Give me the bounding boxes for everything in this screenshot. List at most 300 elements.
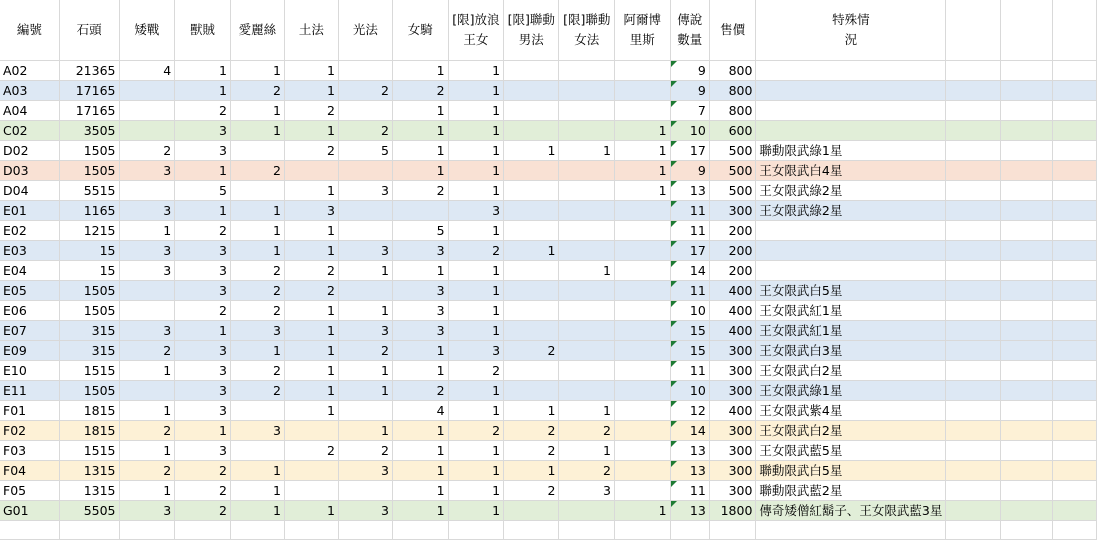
data-cell[interactable]: 1 [119,400,175,420]
data-cell[interactable]: 1 [338,420,392,440]
data-cell[interactable]: 1505 [59,380,119,400]
data-cell[interactable]: 500 [709,160,756,180]
data-cell[interactable] [392,200,448,220]
data-cell[interactable]: 11 [670,280,709,300]
empty-cell[interactable] [0,520,59,539]
note-cell[interactable]: 王女限武白3星 [756,340,946,360]
data-cell[interactable]: 12 [670,400,709,420]
data-cell[interactable]: 2 [392,80,448,100]
data-cell[interactable]: 11 [670,220,709,240]
data-cell[interactable] [614,420,670,440]
empty-cell[interactable] [946,440,1001,460]
empty-cell[interactable] [1001,120,1053,140]
data-cell[interactable]: 1 [230,200,284,220]
data-cell[interactable]: 4 [392,400,448,420]
data-cell[interactable]: 2 [119,420,175,440]
data-cell[interactable] [504,80,559,100]
row-id-cell[interactable]: E07 [0,320,59,340]
data-cell[interactable]: 1 [392,140,448,160]
header-cell[interactable]: 石頭 [59,0,119,60]
note-cell[interactable]: 王女限武白2星 [756,360,946,380]
data-cell[interactable]: 4 [119,60,175,80]
data-cell[interactable]: 14 [670,260,709,280]
data-cell[interactable]: 2 [338,340,392,360]
data-cell[interactable] [614,460,670,480]
empty-cell[interactable] [1001,260,1053,280]
empty-cell[interactable] [1001,60,1053,80]
data-cell[interactable]: 1 [284,60,338,80]
data-cell[interactable]: 1515 [59,440,119,460]
data-cell[interactable]: 1 [559,440,614,460]
data-cell[interactable]: 1 [175,420,231,440]
empty-cell[interactable] [1001,380,1053,400]
data-cell[interactable]: 1 [230,500,284,520]
empty-cell[interactable] [1053,260,1097,280]
data-cell[interactable]: 300 [709,420,756,440]
empty-cell[interactable] [1001,0,1053,60]
data-cell[interactable] [614,440,670,460]
empty-cell[interactable] [1001,220,1053,240]
data-cell[interactable] [284,460,338,480]
data-cell[interactable] [559,380,614,400]
empty-cell[interactable] [119,520,175,539]
data-cell[interactable]: 2 [230,160,284,180]
data-cell[interactable]: 1 [175,60,231,80]
data-cell[interactable] [614,300,670,320]
data-cell[interactable]: 400 [709,280,756,300]
data-cell[interactable]: 1 [338,380,392,400]
empty-cell[interactable] [946,420,1001,440]
note-cell[interactable]: 聯動限武藍2星 [756,480,946,500]
data-cell[interactable]: 1515 [59,360,119,380]
row-id-cell[interactable]: E03 [0,240,59,260]
row-id-cell[interactable]: F01 [0,400,59,420]
data-cell[interactable]: 1 [559,140,614,160]
empty-cell[interactable] [1053,320,1097,340]
note-cell[interactable] [756,100,946,120]
note-cell[interactable]: 聯動限武白5星 [756,460,946,480]
data-cell[interactable] [504,300,559,320]
empty-cell[interactable] [1001,320,1053,340]
data-cell[interactable]: 1 [230,240,284,260]
data-cell[interactable]: 2 [119,460,175,480]
data-cell[interactable]: 1505 [59,160,119,180]
data-cell[interactable]: 3 [175,380,231,400]
header-cell[interactable]: 矮戰 [119,0,175,60]
data-cell[interactable]: 300 [709,440,756,460]
data-cell[interactable]: 1 [284,80,338,100]
data-cell[interactable] [614,240,670,260]
data-cell[interactable]: 1 [284,360,338,380]
data-cell[interactable]: 2 [338,120,392,140]
empty-cell[interactable] [175,520,231,539]
empty-cell[interactable] [1001,240,1053,260]
data-cell[interactable]: 5 [392,220,448,240]
data-cell[interactable] [119,380,175,400]
empty-cell[interactable] [1001,300,1053,320]
data-cell[interactable]: 2 [559,460,614,480]
data-cell[interactable]: 1 [448,280,503,300]
data-cell[interactable] [614,340,670,360]
empty-cell[interactable] [946,500,1001,520]
data-cell[interactable]: 9 [670,80,709,100]
data-cell[interactable] [338,280,392,300]
note-cell[interactable] [756,120,946,140]
data-cell[interactable] [284,480,338,500]
data-cell[interactable]: 1 [448,160,503,180]
data-cell[interactable]: 3 [175,120,231,140]
data-cell[interactable]: 1165 [59,200,119,220]
data-cell[interactable]: 3 [175,280,231,300]
data-cell[interactable]: 1 [338,360,392,380]
note-cell[interactable]: 王女限武紫4星 [756,400,946,420]
data-cell[interactable]: 1215 [59,220,119,240]
data-cell[interactable] [559,100,614,120]
row-id-cell[interactable]: E09 [0,340,59,360]
row-id-cell[interactable]: D04 [0,180,59,200]
data-cell[interactable]: 300 [709,200,756,220]
data-cell[interactable]: 1 [230,120,284,140]
empty-cell[interactable] [1001,200,1053,220]
data-cell[interactable] [504,360,559,380]
data-cell[interactable]: 1 [230,220,284,240]
data-cell[interactable] [230,440,284,460]
data-cell[interactable]: 2 [230,260,284,280]
data-cell[interactable]: 2 [175,460,231,480]
data-cell[interactable]: 13 [670,460,709,480]
data-cell[interactable] [230,140,284,160]
empty-cell[interactable] [756,520,946,539]
data-cell[interactable]: 11 [670,200,709,220]
data-cell[interactable]: 200 [709,240,756,260]
empty-cell[interactable] [1001,340,1053,360]
empty-cell[interactable] [946,460,1001,480]
empty-cell[interactable] [284,520,338,539]
empty-cell[interactable] [1053,200,1097,220]
data-cell[interactable]: 1 [448,80,503,100]
data-cell[interactable]: 1800 [709,500,756,520]
empty-cell[interactable] [1001,100,1053,120]
data-cell[interactable]: 3 [175,440,231,460]
data-cell[interactable] [504,120,559,140]
empty-cell[interactable] [1001,400,1053,420]
note-cell[interactable] [756,80,946,100]
empty-cell[interactable] [946,520,1001,539]
data-cell[interactable] [338,200,392,220]
data-cell[interactable]: 1 [119,480,175,500]
data-cell[interactable]: 1315 [59,460,119,480]
empty-cell[interactable] [946,400,1001,420]
note-cell[interactable]: 王女限武白5星 [756,280,946,300]
data-cell[interactable]: 1 [175,160,231,180]
data-cell[interactable]: 500 [709,140,756,160]
header-cell[interactable]: 土法 [284,0,338,60]
data-cell[interactable]: 315 [59,340,119,360]
data-cell[interactable]: 2 [175,480,231,500]
data-cell[interactable]: 300 [709,340,756,360]
empty-cell[interactable] [1053,380,1097,400]
empty-cell[interactable] [1001,520,1053,539]
data-cell[interactable]: 9 [670,60,709,80]
data-cell[interactable]: 2 [448,240,503,260]
data-cell[interactable] [614,400,670,420]
data-cell[interactable]: 3 [392,280,448,300]
data-cell[interactable]: 315 [59,320,119,340]
data-cell[interactable]: 15 [670,320,709,340]
note-cell[interactable]: 王女限武白2星 [756,420,946,440]
data-cell[interactable]: 3 [119,160,175,180]
empty-cell[interactable] [1001,140,1053,160]
data-cell[interactable] [559,160,614,180]
note-cell[interactable]: 傳奇矮僧紅鬍子、王女限武藍3星 [756,500,946,520]
data-cell[interactable]: 3 [338,240,392,260]
empty-cell[interactable] [1053,140,1097,160]
data-cell[interactable]: 1 [448,220,503,240]
data-cell[interactable]: 5 [175,180,231,200]
data-cell[interactable]: 2 [175,220,231,240]
data-cell[interactable]: 3 [119,200,175,220]
data-cell[interactable]: 2 [338,440,392,460]
data-cell[interactable]: 1 [559,400,614,420]
empty-cell[interactable] [946,180,1001,200]
data-cell[interactable]: 1 [119,360,175,380]
data-cell[interactable] [119,280,175,300]
empty-cell[interactable] [1001,460,1053,480]
row-id-cell[interactable]: F04 [0,460,59,480]
data-cell[interactable]: 1 [284,180,338,200]
data-cell[interactable]: 300 [709,460,756,480]
data-cell[interactable]: 2 [338,80,392,100]
data-cell[interactable]: 1 [284,340,338,360]
data-cell[interactable] [504,380,559,400]
data-cell[interactable]: 1 [392,260,448,280]
data-cell[interactable]: 1 [448,300,503,320]
empty-cell[interactable] [1053,100,1097,120]
data-cell[interactable]: 10 [670,380,709,400]
data-cell[interactable]: 2 [284,280,338,300]
data-cell[interactable]: 200 [709,220,756,240]
data-cell[interactable]: 2 [392,180,448,200]
data-cell[interactable]: 3 [448,340,503,360]
empty-cell[interactable] [946,360,1001,380]
data-cell[interactable]: 1 [448,480,503,500]
empty-cell[interactable] [1053,160,1097,180]
data-cell[interactable]: 2 [175,500,231,520]
data-cell[interactable]: 800 [709,100,756,120]
data-cell[interactable] [614,320,670,340]
row-id-cell[interactable]: E01 [0,200,59,220]
note-cell[interactable]: 聯動限武綠1星 [756,140,946,160]
data-cell[interactable] [614,260,670,280]
empty-cell[interactable] [1001,420,1053,440]
note-cell[interactable]: 王女限武綠1星 [756,380,946,400]
data-cell[interactable]: 5515 [59,180,119,200]
empty-cell[interactable] [946,220,1001,240]
empty-cell[interactable] [1001,440,1053,460]
note-cell[interactable] [756,240,946,260]
empty-cell[interactable] [1001,80,1053,100]
empty-cell[interactable] [946,200,1001,220]
data-cell[interactable]: 1 [448,500,503,520]
empty-cell[interactable] [1053,60,1097,80]
data-cell[interactable] [559,120,614,140]
header-cell[interactable]: 阿爾博 里斯 [614,0,670,60]
data-cell[interactable]: 3 [230,420,284,440]
data-cell[interactable]: 400 [709,400,756,420]
row-id-cell[interactable]: A04 [0,100,59,120]
data-cell[interactable] [119,100,175,120]
data-cell[interactable]: 1 [448,140,503,160]
data-cell[interactable] [614,280,670,300]
data-cell[interactable]: 1 [448,440,503,460]
data-cell[interactable]: 300 [709,360,756,380]
data-cell[interactable]: 1 [392,360,448,380]
data-cell[interactable]: 2 [119,340,175,360]
empty-cell[interactable] [59,520,119,539]
data-cell[interactable]: 1 [230,460,284,480]
data-cell[interactable]: 3 [338,500,392,520]
data-cell[interactable]: 10 [670,120,709,140]
empty-cell[interactable] [1001,480,1053,500]
data-cell[interactable]: 3 [559,480,614,500]
data-cell[interactable]: 1 [338,260,392,280]
note-cell[interactable] [756,220,946,240]
data-cell[interactable]: 1 [284,240,338,260]
header-cell[interactable]: 愛麗絲 [230,0,284,60]
data-cell[interactable]: 2 [284,440,338,460]
row-id-cell[interactable]: D03 [0,160,59,180]
empty-cell[interactable] [670,520,709,539]
data-cell[interactable]: 5505 [59,500,119,520]
data-cell[interactable] [504,60,559,80]
empty-cell[interactable] [1053,80,1097,100]
data-cell[interactable]: 800 [709,60,756,80]
empty-cell[interactable] [946,340,1001,360]
data-cell[interactable]: 1 [448,100,503,120]
data-cell[interactable]: 17 [670,140,709,160]
data-cell[interactable]: 400 [709,320,756,340]
data-cell[interactable] [504,160,559,180]
data-cell[interactable]: 11 [670,360,709,380]
row-id-cell[interactable]: A02 [0,60,59,80]
empty-cell[interactable] [1001,280,1053,300]
data-cell[interactable]: 1 [614,160,670,180]
data-cell[interactable]: 1 [284,120,338,140]
row-id-cell[interactable]: E04 [0,260,59,280]
data-cell[interactable] [559,200,614,220]
row-id-cell[interactable]: A03 [0,80,59,100]
data-cell[interactable]: 1 [392,340,448,360]
data-cell[interactable]: 1505 [59,280,119,300]
row-id-cell[interactable]: E06 [0,300,59,320]
data-cell[interactable]: 1 [175,80,231,100]
data-cell[interactable]: 1505 [59,140,119,160]
data-cell[interactable] [559,360,614,380]
data-cell[interactable]: 1 [392,440,448,460]
empty-cell[interactable] [230,520,284,539]
data-cell[interactable]: 17 [670,240,709,260]
empty-cell[interactable] [946,80,1001,100]
data-cell[interactable] [559,500,614,520]
data-cell[interactable] [230,400,284,420]
note-cell[interactable] [756,260,946,280]
empty-cell[interactable] [1053,0,1097,60]
data-cell[interactable] [559,320,614,340]
data-cell[interactable] [559,60,614,80]
row-id-cell[interactable]: E02 [0,220,59,240]
data-cell[interactable]: 1 [614,140,670,160]
empty-cell[interactable] [946,300,1001,320]
data-cell[interactable] [338,480,392,500]
header-cell[interactable]: 傳說 數量 [670,0,709,60]
empty-cell[interactable] [1053,220,1097,240]
data-cell[interactable] [614,200,670,220]
data-cell[interactable]: 3 [392,240,448,260]
data-cell[interactable]: 3 [175,260,231,280]
data-cell[interactable]: 1 [504,460,559,480]
data-cell[interactable]: 500 [709,180,756,200]
data-cell[interactable]: 3 [338,320,392,340]
empty-cell[interactable] [559,520,614,539]
data-cell[interactable]: 2 [175,300,231,320]
data-cell[interactable] [230,180,284,200]
data-cell[interactable]: 21365 [59,60,119,80]
data-cell[interactable]: 1 [284,400,338,420]
empty-cell[interactable] [946,240,1001,260]
data-cell[interactable]: 15 [59,260,119,280]
data-cell[interactable] [119,120,175,140]
data-cell[interactable]: 2 [448,360,503,380]
empty-cell[interactable] [709,520,756,539]
data-cell[interactable]: 1 [448,320,503,340]
header-cell[interactable]: 售價 [709,0,756,60]
data-cell[interactable]: 1 [614,120,670,140]
empty-cell[interactable] [1053,400,1097,420]
data-cell[interactable]: 3 [119,240,175,260]
data-cell[interactable]: 3 [338,460,392,480]
data-cell[interactable] [614,480,670,500]
data-cell[interactable] [614,100,670,120]
data-cell[interactable]: 1 [448,460,503,480]
data-cell[interactable] [504,180,559,200]
data-cell[interactable] [284,160,338,180]
data-cell[interactable]: 5 [338,140,392,160]
data-cell[interactable] [559,240,614,260]
empty-cell[interactable] [1053,440,1097,460]
empty-cell[interactable] [1053,280,1097,300]
data-cell[interactable]: 1 [230,480,284,500]
data-cell[interactable] [614,60,670,80]
row-id-cell[interactable]: F05 [0,480,59,500]
data-cell[interactable]: 2 [284,140,338,160]
data-cell[interactable]: 1 [284,320,338,340]
data-cell[interactable] [504,100,559,120]
empty-cell[interactable] [1053,420,1097,440]
data-cell[interactable]: 3 [175,240,231,260]
data-cell[interactable] [614,360,670,380]
note-cell[interactable]: 王女限武綠2星 [756,180,946,200]
data-cell[interactable]: 3 [175,360,231,380]
data-cell[interactable]: 2 [175,100,231,120]
empty-cell[interactable] [338,520,392,539]
header-cell[interactable]: 女騎 [392,0,448,60]
data-cell[interactable]: 1 [504,400,559,420]
data-cell[interactable]: 17165 [59,100,119,120]
data-cell[interactable]: 2 [448,420,503,440]
data-cell[interactable]: 7 [670,100,709,120]
header-cell[interactable]: 獸賊 [175,0,231,60]
data-cell[interactable]: 2 [230,80,284,100]
